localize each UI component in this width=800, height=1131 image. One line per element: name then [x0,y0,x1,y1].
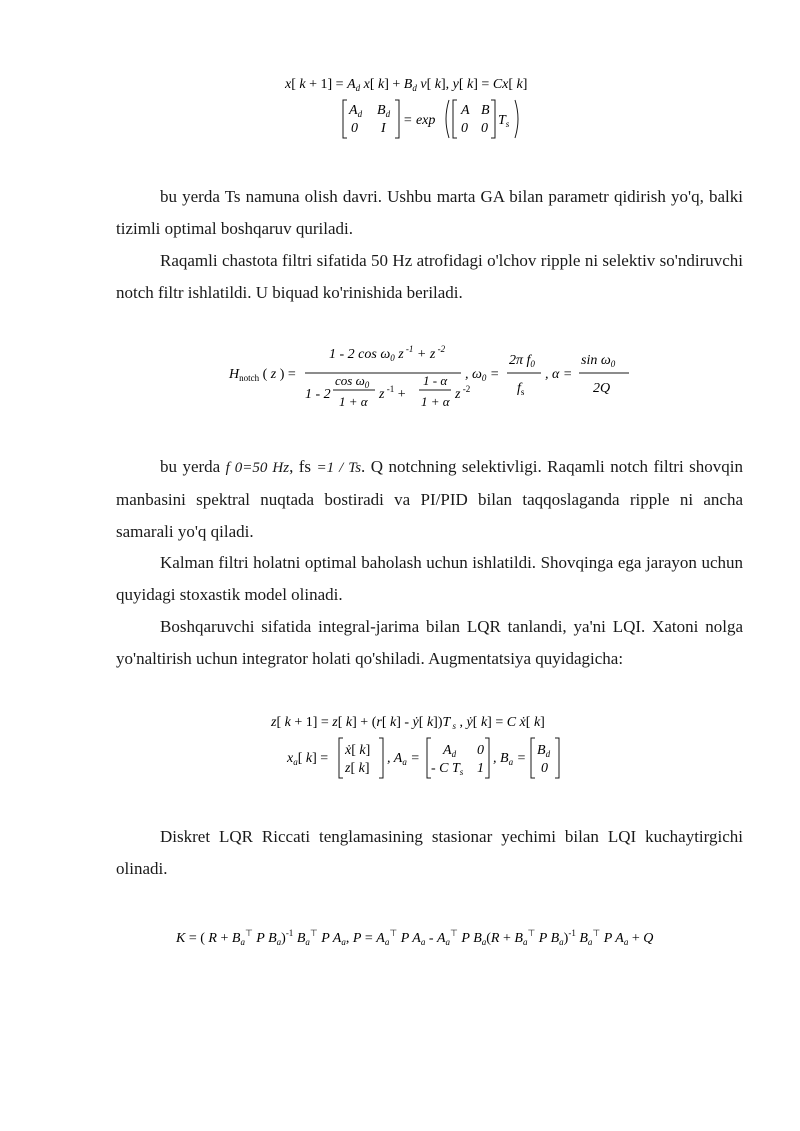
paragraph-riccati: Diskret LQR Riccati tenglamasining stasionar yechimi bilan LQI kuchaytirgichi olinadi. [116,827,743,878]
svg-text:cos ω0: $\cos \omega_0$ [335,373,370,390]
svg-text:sin ω0: $\sin \omega_0$ [581,353,616,369]
svg-text:1 + α: 1 + α [421,394,450,409]
svg-text:z[ k]: z[ k] [345,761,370,776]
paragraph-notch-filter-intro: Raqamli chastota filtri sifatida 50 Hz atrofidagi o'lchov ripple ni selektiv so'ndiruvchi notch filtr ishlatildi. U biquad ko'rinishida beriladi. [116,251,743,302]
svg-text:Hnotch ( z ) =: $H_{notch}$ ( z ) = [229,367,296,383]
svg-text:1: 1 [477,761,484,776]
svg-text:0: 0 [351,121,358,136]
notch-text-pre: bu yerda [160,457,226,476]
svg-text:Bd: $B_d$ [377,103,391,119]
svg-text:Ad: $A_d$ [443,743,457,759]
notch-text-post: . Q notchning selektivligi. Raqamli notch filtri shovqin manbasini spektral nuqtada bostiradi va PI/PID bilan taqqoslaganda ripple ni ancha samarali yo'q qiladi. [116,457,743,541]
paragraph-kalman-filter: Kalman filtri holatni optimal baholash uchun ishlatildi. Shovqinga ega jarayon uchun quyidagi stoxastik model olinadi. [116,553,743,604]
equation-notch-filter [229,340,649,412]
paragraph-lqi-controller: Boshqaruvchi sifatida integral-jarima bilan LQR tanlandi, ya'ni LQI. Xatoni nolga yo'naltirish uchun integrator holati qo'shiladi. Augmentatsiya quyidagicha: [116,617,743,668]
equation-lqi-gain-riccati [176,922,696,952]
svg-text:z[ k + 1] = z[ k] + (r[ k] - ẏ: z[ k + 1] = z[ k] + (r[ k] - ẏ[ k])T $_s$ , ẏ[ k] = C ẋ[ k] [271,715,545,731]
svg-text:1 - α: 1 - α [423,373,448,388]
svg-text:I: I [381,121,386,136]
svg-text:1 - 2 cos ω0 z -1 + z -2: 1 - 2 $\cos \omega_0$ z $^{-1}$ + z $^{-2}$ [329,344,446,363]
svg-text:ẋ[ k]: ẋ[ k] [345,743,371,758]
svg-text:z -1 +: z $^{-1}$ + [379,384,406,402]
svg-text:B: B [481,103,490,118]
svg-text:- C Ts: - C $T_s$ [431,761,464,777]
svg-text:, α =: , α = [545,367,573,382]
svg-text:Bd: $B_d$ [537,743,551,759]
svg-text:0: 0 [477,743,484,758]
svg-text:Ad: $A_d$ [349,103,363,119]
svg-text:Ts: $T_s$ [498,113,510,129]
notch-fs-math: =1 / Ts [316,460,362,476]
svg-text:, ω0 =: , $\omega_0$ = [465,367,500,383]
paragraph-sampling-period: bu yerda Ts namuna olish davri. Ushbu marta GA bilan parametr qidirish yo'q, balki tizimli optimal boshqaruv quriladi. [116,187,743,238]
paragraph-notch-parameters [116,451,743,548]
svg-text:2Q: 2Q [593,381,611,396]
svg-text:xa[ k] =: $x_a$[ k] = [287,751,329,767]
svg-text:2π f0: 2π $f_0$ [509,353,535,369]
svg-text:x[ k + 1] = Ad x[ k] + Bd v[ k: x[ $k + 1] = A_d$ x[ $k] + B_d$ v[ k], y[ k] = Cx[ k] [285,77,528,93]
svg-text:, Ba =: , $B_a$ = [493,751,527,767]
svg-text:fs: $f_s$ [517,381,525,397]
svg-text:K = ( R + Ba⊤ P Ba)-1 Ba⊤ P Aa: K = ( $R + B_a^⊤$ P $B_a)^{-1}$ $B_a^⊤$ P $A_a$, $P = A_a^⊤$ P $A_a - A_a^⊤$ P $B_a(R + B_a^⊤$ P $B_a)^{-1}$ $B_a^⊤$ P $A_a + Q$ [176,928,654,947]
svg-text:= exp: = exp [403,113,436,128]
equation-discrete-state-space [285,70,585,150]
svg-text:0: 0 [481,121,488,136]
svg-text:A: A [461,103,470,118]
svg-text:, Aa =: , $A_a$ = [387,751,420,767]
svg-text:0: 0 [461,121,468,136]
svg-text:1 - 2: 1 - 2 [305,387,331,402]
svg-text:1 + α: 1 + α [339,394,368,409]
notch-text-mid: , fs [289,457,317,476]
svg-text:z -2: z $^{-2}$ [455,384,471,402]
notch-f0-math: f 0=50 Hz [225,460,290,476]
svg-text:0: 0 [541,761,548,776]
equation-lqi-augmentation [271,708,601,786]
